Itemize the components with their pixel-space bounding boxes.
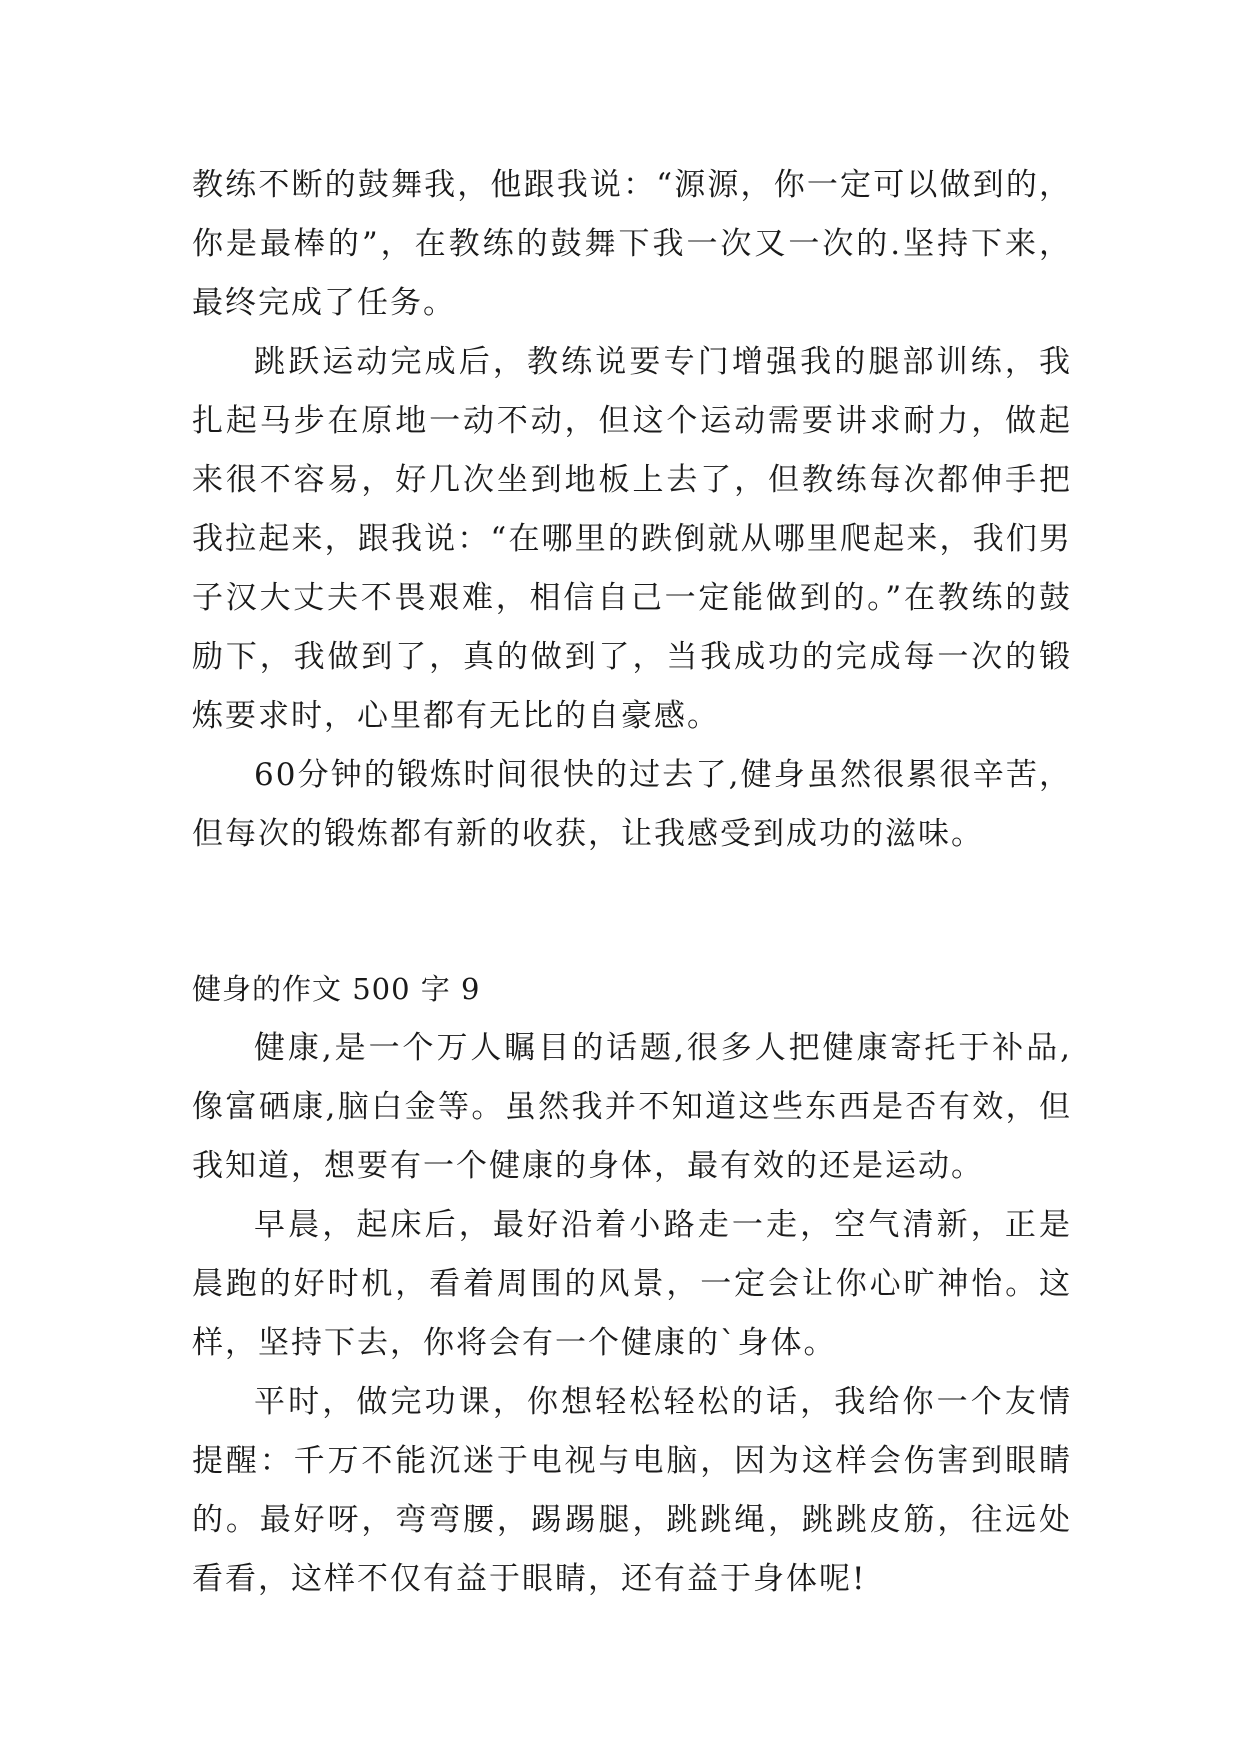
section-heading: 健身的作文 500 字 9 xyxy=(192,972,481,1006)
paragraph: 教练不断的鼓舞我，他跟我说：“源源，你一定可以做到的，你是最棒的”，在教练的鼓舞下我一次又一次的.坚持下来，最终完成了任务。 xyxy=(192,167,1072,321)
document-body xyxy=(192,156,1072,1609)
paragraph: 60分钟的锻炼时间很快的过去了,健身虽然很累很辛苦，但每次的锻炼都有新的收获，让我感受到成功的滋味。 xyxy=(192,757,1072,852)
paragraph: 平时，做完功课，你想轻松轻松的话，我给你一个友情提醒：千万不能沉迷于电视与电脑，因为这样会伤害到眼睛的。最好呀，弯弯腰，踢踢腿，跳跳绳，跳跳皮筋，往远处看看，这样不仅有益于眼睛，还有益于身体呢! xyxy=(192,1384,1072,1597)
paragraph: 跳跃运动完成后，教练说要专门增强我的腿部训练，我扎起马步在原地一动不动，但这个运动需要讲求耐力，做起来很不容易，好几次坐到地板上去了，但教练每次都伸手把我拉起来，跟我说：“在哪里的跌倒就从哪里爬起来，我们男子汉大丈夫不畏艰难，相信自己一定能做到的。”在教练的鼓励下，我做到了，真的做到了，当我成功的完成每一次的锻炼要求时，心里都有无比的自豪感。 xyxy=(192,344,1072,734)
paragraph: 健康,是一个万人瞩目的话题,很多人把健康寄托于补品,像富硒康,脑白金等。虽然我并不知道这些东西是否有效，但我知道，想要有一个健康的身体，最有效的还是运动。 xyxy=(192,1030,1072,1184)
paragraph: 早晨，起床后，最好沿着小路走一走，空气清新，正是晨跑的好时机，看着周围的风景，一定会让你心旷神怡。这样，坚持下去，你将会有一个健康的`身体。 xyxy=(192,1207,1072,1361)
